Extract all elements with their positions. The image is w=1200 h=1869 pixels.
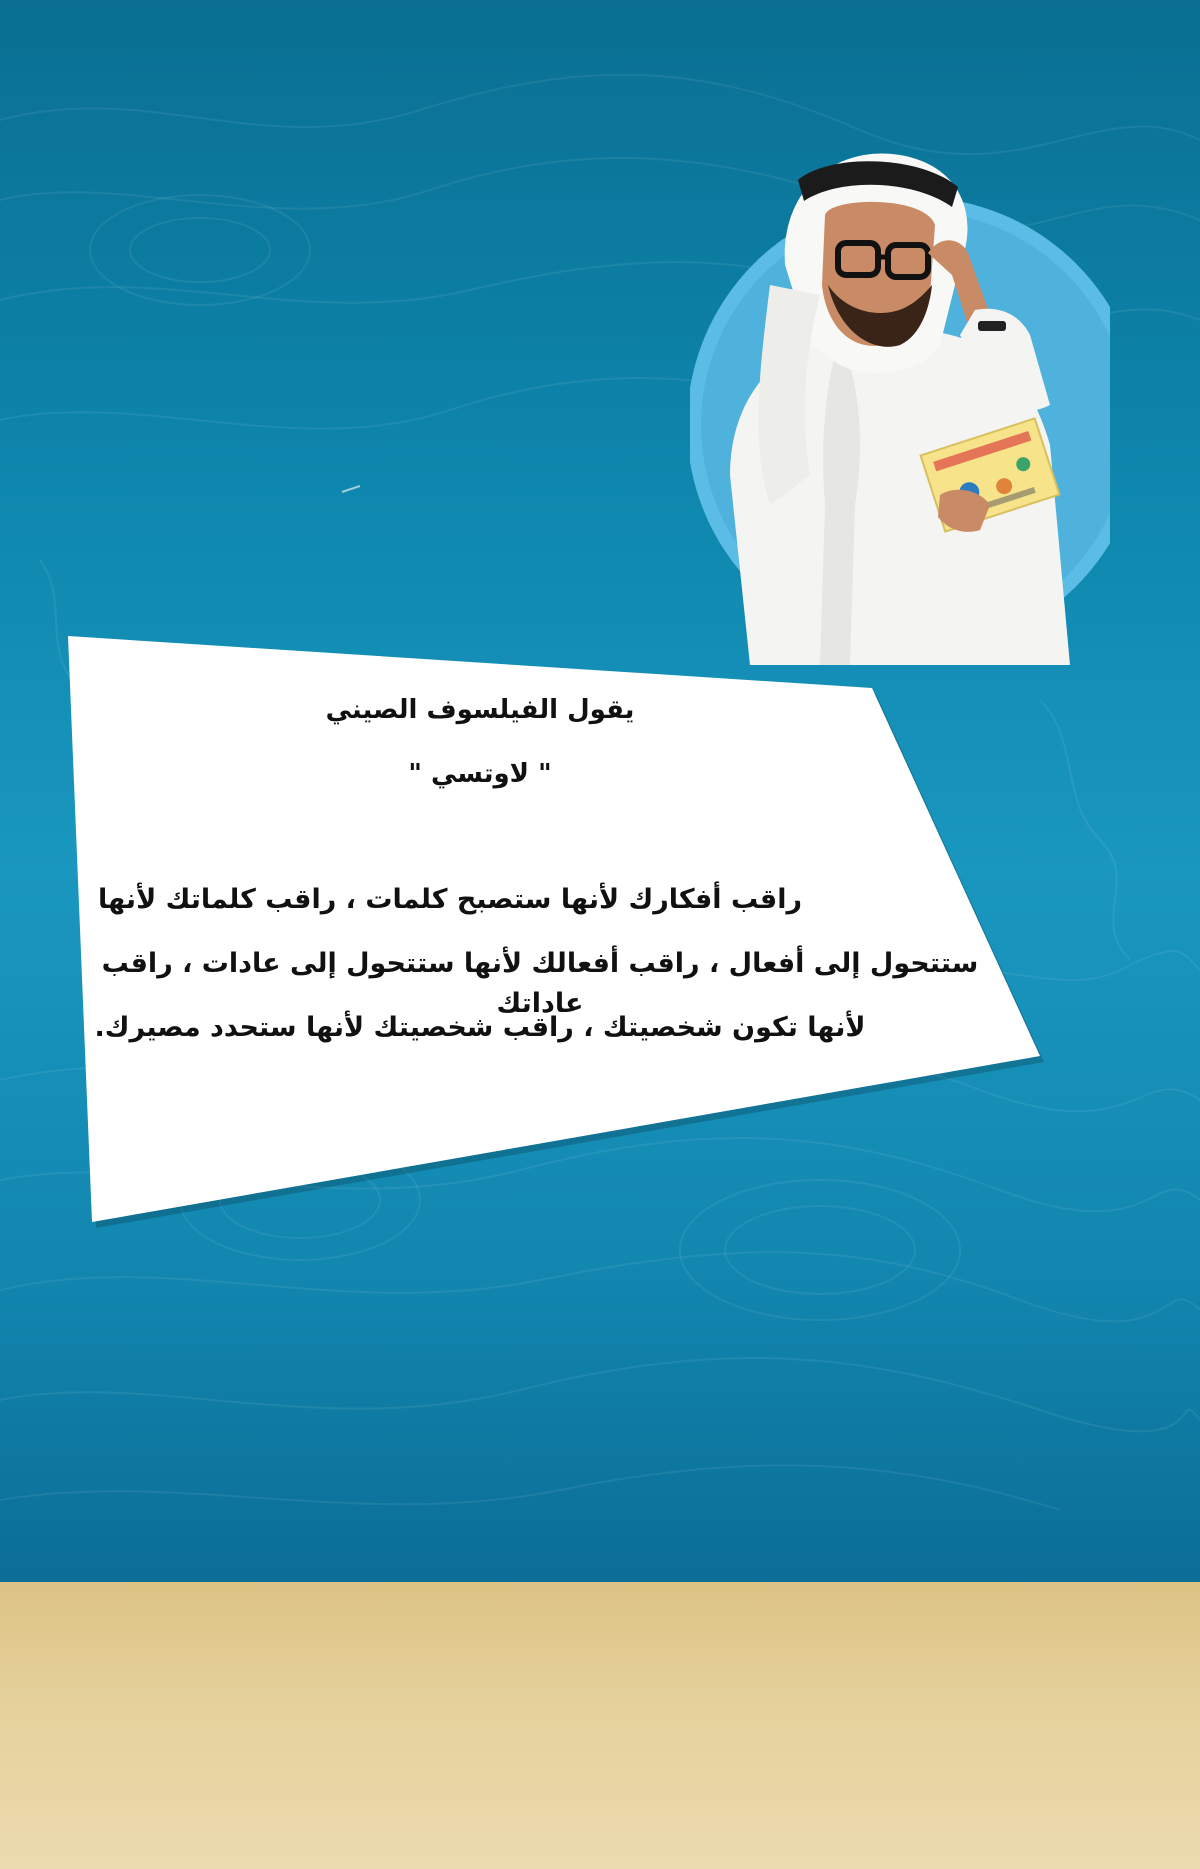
quote-author-name: " لاوتسي " <box>408 759 552 789</box>
quote-body-line-2: ستتحول إلى أفعال ، راقب أفعالك لأنها ستتحول إلى عادات ، راقب عاداتك <box>101 948 979 1019</box>
sand-footer-panel <box>0 1582 1200 1869</box>
quote-body-line-3: لأنها تكون شخصيتك ، راقب شخصيتك لأنها ستحدد مصيرك. <box>94 1012 866 1043</box>
quote-body-line-1: راقب أفكارك لأنها ستصبح كلمات ، راقب كلماتك لأنها <box>97 884 803 915</box>
quote-intro-line-1: يقول الفيلسوف الصيني <box>325 695 635 725</box>
